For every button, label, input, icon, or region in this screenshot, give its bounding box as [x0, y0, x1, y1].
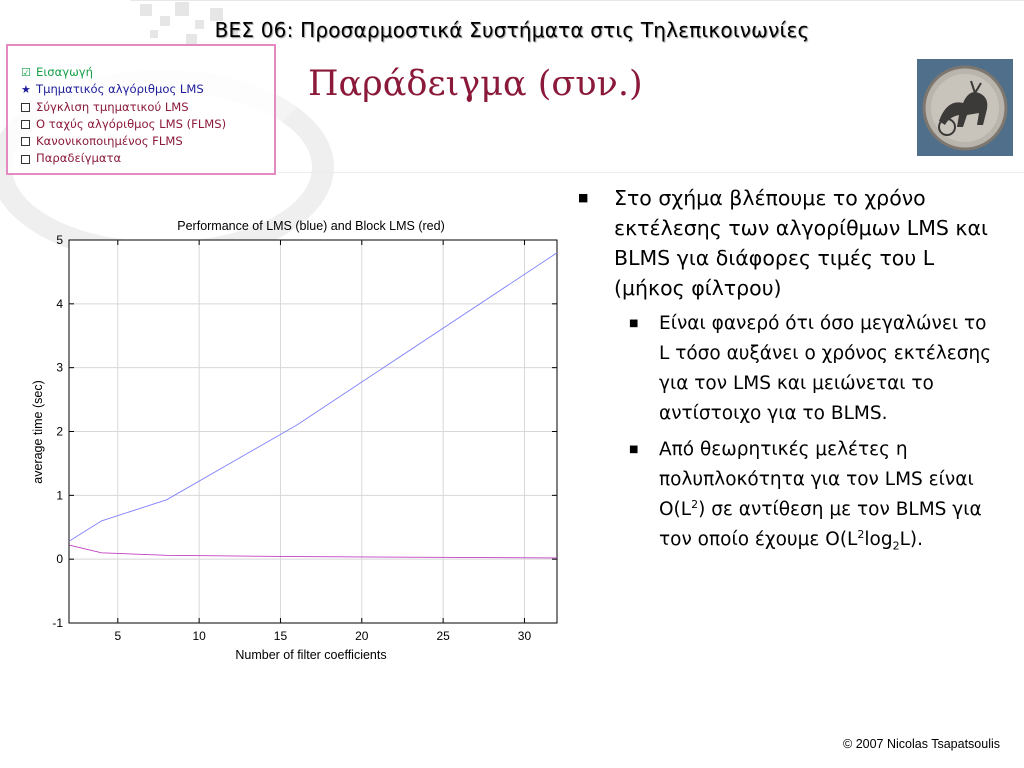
outline-item-label: Εισαγωγή [36, 65, 94, 79]
y-tick-label: 2 [56, 424, 63, 439]
y-tick-label: 3 [56, 360, 63, 375]
checkbox-checked-icon: ☑ [21, 66, 31, 79]
outline-item-flms[interactable] [21, 116, 268, 133]
checkbox-empty-icon [21, 103, 30, 112]
performance-chart [18, 210, 568, 670]
outline-item-label: Σύγκλιση τμηματικού LMS [36, 99, 189, 114]
bullet-sub-2-text-b: ) σε αντίθεση με τον BLMS για τον οποίο έχουμε O(L [659, 499, 982, 550]
chart-title: Performance of LMS (blue) and Block LMS (red) [177, 219, 445, 233]
y-tick-label: -1 [52, 616, 63, 630]
course-title: ΒΕΣ 06: Προσαρμοστικά Συστήματα στις Τηλεπικοινωνίες [214, 18, 810, 42]
top-rule [130, 0, 1024, 1]
outline-item-normalized-flms[interactable] [21, 133, 268, 150]
coin-image [917, 59, 1013, 156]
y-tick-label: 0 [56, 552, 63, 567]
bullet-sub-2-text-a: Από θεωρητικές μελέτες η πολυπλοκότητα για τον LMS είναι O(L [659, 439, 974, 520]
bullet-sub-1-text: Είναι φανερό ότι όσο μεγαλώνει το L τόσο αυξάνει ο χρόνος εκτέλεσης για τον LMS και μειώνεται το αντίστοιχο για το BLMS. [659, 313, 992, 424]
plot-area [52, 233, 557, 643]
bullet-main [578, 183, 998, 303]
superscript: 2 [857, 527, 865, 541]
outline-item-intro[interactable] [21, 64, 268, 81]
bullet-main-text: Στο σχήμα βλέπουμε το χρόνο εκτέλεσης των αλγορίθμων LMS και BLMS για διάφορες τιμές του L (μήκος φίλτρου) [614, 186, 988, 300]
outline-item-label: Παραδείγματα [36, 151, 122, 166]
subscript: 2 [892, 539, 900, 553]
checkbox-empty-icon [21, 155, 30, 164]
star-icon: ★ [21, 83, 31, 97]
bullet-list [578, 183, 998, 561]
slide-title: Παράδειγμα (συν.) [308, 64, 643, 104]
x-tick-label: 25 [436, 629, 450, 643]
footer-copyright: © 2007 Nicolas Tsapatsoulis [843, 737, 1000, 751]
outline-item-label: Κανονικοποιημένος FLMS [36, 134, 183, 149]
x-axis-label: Number of filter coefficients [235, 648, 387, 662]
outline-box [6, 44, 276, 175]
bullet-sub-2-text-c: log [864, 529, 893, 550]
checkbox-empty-icon [21, 120, 30, 129]
superscript: 2 [691, 497, 699, 511]
bullet-sub-2 [578, 435, 998, 555]
square-bullet-icon: ■ [629, 444, 639, 455]
outline-item-examples[interactable] [21, 150, 268, 167]
y-axis-label: average time (sec) [31, 380, 45, 484]
outline-item-block-lms[interactable] [21, 81, 268, 98]
y-tick-label: 4 [56, 296, 63, 311]
square-bullet-icon: ■ [629, 318, 639, 329]
x-tick-label: 20 [355, 629, 369, 643]
y-tick-label: 5 [56, 233, 63, 247]
bullet-sub-2-text-d: L). [899, 529, 923, 550]
x-tick-label: 10 [192, 629, 206, 643]
checkbox-empty-icon [21, 137, 30, 146]
x-tick-label: 5 [114, 629, 122, 643]
x-tick-label: 15 [273, 629, 288, 643]
outline-item-label: Τμηματικός αλγόριθμος LMS [36, 82, 204, 97]
outline-item-label: Ο ταχύς αλγόριθμος LMS (FLMS) [36, 116, 227, 131]
x-tick-label: 30 [517, 629, 532, 643]
outline-item-convergence[interactable] [21, 99, 268, 116]
bullet-sub-1 [578, 309, 998, 429]
y-tick-label: 1 [56, 488, 63, 503]
separator-rule [278, 172, 1024, 173]
square-bullet-icon: ■ [578, 191, 589, 204]
